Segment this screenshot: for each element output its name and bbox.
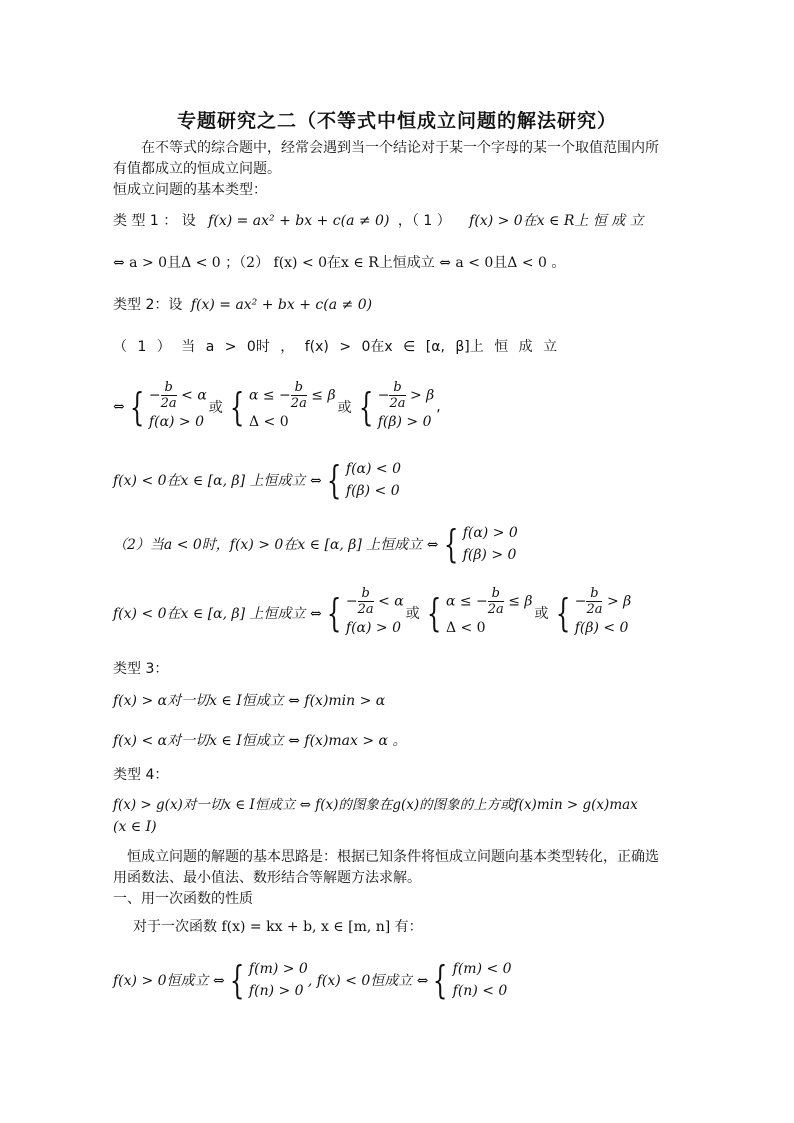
type1-func: f(x) = ax² + bx + c(a ≠ 0) <box>208 213 390 229</box>
left-brace: { <box>229 958 245 1002</box>
type2-label: 类型 2：设 <box>113 297 183 313</box>
system-8: − $\frac{b}{2a}$ > β f(β) < 0 <box>574 586 632 636</box>
iff-symbol: ⇔ <box>113 398 125 415</box>
section1-lhs1: f(x) > 0恒成立 ⇔ <box>113 973 225 989</box>
left-brace: { <box>426 590 442 635</box>
page-title: 专题研究之二（不等式中恒成立问题的解法研究） <box>176 110 617 132</box>
idea-line-2: 用函数法、最小值法、数形结合等解题方法求解。 <box>113 870 421 886</box>
left-brace: { <box>443 522 458 566</box>
type1-line2: ⇔ a > 0且Δ < 0 ；（2） f(x) < 0在x ∈ R上恒成立 ⇔ a < 0且Δ < 0 。 <box>113 255 566 271</box>
type2-case2-neg-lhs: f(x) < 0在x ∈ [α, β] 上恒成立 ⇔ <box>113 605 322 622</box>
system-3: − $\frac{b}{2a}$ > β f(β) > 0 <box>377 380 435 430</box>
type1-line1 <box>113 212 644 230</box>
type2-line1 <box>113 296 372 314</box>
type4-line2: (x ∈ I) <box>113 819 157 835</box>
type2-neg-lhs: f(x) < 0在x ∈ [α, β] 上恒成立 ⇔ <box>113 473 322 489</box>
idea-line-1: 恒成立问题的解题的基本思路是：根据已知条件将恒成立问题向基本类型转化，正确选 <box>127 849 659 865</box>
system-5: f(α) > 0 f(β) > 0 <box>462 525 518 563</box>
system-10: f(m) < 0 f(n) < 0 <box>452 961 512 999</box>
type1-part1-cond: f(x) > 0在x ∈ R上 恒 成 立 <box>469 213 644 229</box>
section1-intro: 对于一次函数 f(x) = kx + b, x ∈ [m, n] 有： <box>133 919 423 935</box>
basic-types-heading: 恒成立问题的基本类型： <box>113 182 267 198</box>
type2-neg-line <box>113 458 401 502</box>
intro-line-1: 在不等式的综合题中，经常会遇到当一个结论对于某一个字母的某一个取值范围内所 <box>141 140 659 156</box>
or-4: 或 <box>534 605 549 622</box>
intro-line-2: 有值都成立的恒成立问题。 <box>113 161 281 177</box>
section1-line <box>113 958 512 1002</box>
type2-case1-systems: ⇔ { − $\frac{b}{2a}$ < α f(α) > 0 或 { α ≤ − $\frac{b}{2a}$ ≤ β Δ < 0 或 { − $\frac{b}{2a}$ > β f(β) > 0 , <box>113 380 441 433</box>
section1-heading: 一、用一次函数的性质 <box>113 891 253 907</box>
left-brace: { <box>326 458 342 502</box>
system-9: f(m) > 0 f(n) > 0 <box>248 961 308 999</box>
type3-line1: f(x) > α对一切x ∈ I恒成立 ⇔ f(x)min > α <box>113 693 386 709</box>
type1-part1-label: ，（ 1 ） <box>397 213 451 229</box>
type3-label: 类型 3： <box>113 661 169 677</box>
left-brace: { <box>229 384 245 429</box>
system-7: α ≤ − $\frac{b}{2a}$ ≤ β Δ < 0 <box>445 586 533 636</box>
or-2: 或 <box>337 399 352 416</box>
system-1: − $\frac{b}{2a}$ < α f(α) > 0 <box>148 380 207 430</box>
left-brace: { <box>433 958 448 1002</box>
type2-case2-line <box>113 522 518 566</box>
system-2: α ≤ − $\frac{b}{2a}$ ≤ β Δ < 0 <box>248 380 336 430</box>
type2-case2-lhs: （2）当a < 0时，f(x) > 0在x ∈ [α, β] 上恒成立 ⇔ <box>113 537 439 553</box>
left-brace: { <box>129 384 145 429</box>
left-brace: { <box>358 384 373 429</box>
type2-func: f(x) = ax² + bx + c(a ≠ 0) <box>190 297 373 313</box>
section1-sep: , f(x) < 0恒成立 ⇔ <box>307 973 429 989</box>
type4-label: 类型 4： <box>113 767 169 783</box>
left-brace: { <box>326 590 342 635</box>
type2-case2-neg-line <box>113 586 631 639</box>
system-4: f(α) < 0 f(β) < 0 <box>345 461 401 499</box>
left-brace: { <box>555 590 570 635</box>
type1-label: 类 型 1 ： 设 <box>113 213 196 229</box>
system-6: − $\frac{b}{2a}$ < α f(α) > 0 <box>345 586 404 636</box>
type4-line1: f(x) > g(x)对一切x ∈ I恒成立 ⇔ f(x)的图象在g(x)的图象的上方或f(x)min > g(x)max <box>113 797 638 813</box>
type2-case1-prefix: （ 1 ） 当 a > 0时 ， f(x) > 0在x ∈ [α, β]上 恒 成 立 <box>113 339 558 355</box>
or-3: 或 <box>405 605 420 622</box>
or-1: 或 <box>208 399 223 416</box>
type3-line2: f(x) < α对一切x ∈ I恒成立 ⇔ f(x)max > α 。 <box>113 733 407 749</box>
